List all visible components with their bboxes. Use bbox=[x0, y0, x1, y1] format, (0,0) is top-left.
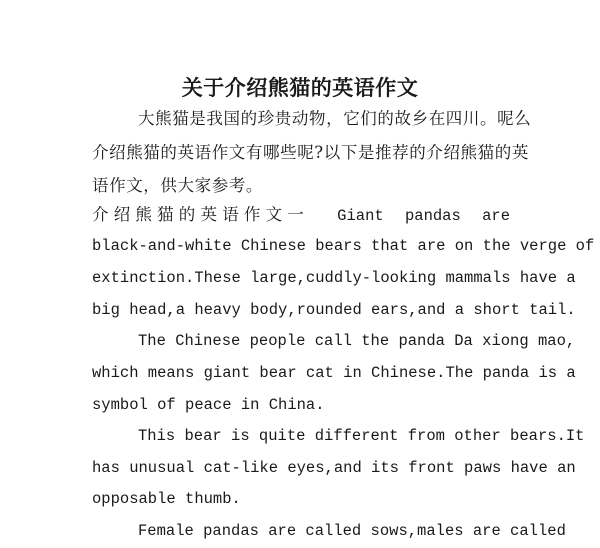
body-line-2: extinction.These large,cuddly-looking mammals have a bbox=[92, 269, 576, 287]
section-first-words: Giant pandas are bbox=[337, 207, 510, 225]
body-line-3: big head,a heavy body,rounded ears,and a short tail. bbox=[92, 301, 576, 319]
body-line-4: The Chinese people call the panda Da xiong mao, bbox=[138, 332, 576, 350]
body-line-8: has unusual cat-like eyes,and its front paws have an bbox=[92, 459, 576, 477]
section-heading-line bbox=[92, 202, 510, 228]
intro-line-1: 大熊猫是我国的珍贵动物，它们的故乡在四川。呢么 bbox=[138, 109, 532, 128]
body-line-5: which means giant bear cat in Chinese.The panda is a bbox=[92, 364, 576, 382]
body-line-9: opposable thumb. bbox=[92, 490, 241, 508]
body-line-6: symbol of peace in China. bbox=[92, 396, 325, 414]
body-line-1: black-and-white Chinese bears that are on the verge of bbox=[92, 237, 595, 255]
intro-line-3: 语作文，供大家参考。 bbox=[92, 176, 263, 195]
intro-line-2: 介绍熊猫的英语作文有哪些呢?以下是推荐的介绍熊猫的英 bbox=[92, 143, 529, 162]
document-title: 关于介绍熊猫的英语作文 bbox=[181, 76, 419, 100]
section-heading: 介绍熊猫的英语作文一 bbox=[92, 205, 309, 224]
body-line-10: Female pandas are called sows,males are called bbox=[138, 522, 566, 540]
body-line-7: This bear is quite different from other bears.It bbox=[138, 427, 585, 445]
